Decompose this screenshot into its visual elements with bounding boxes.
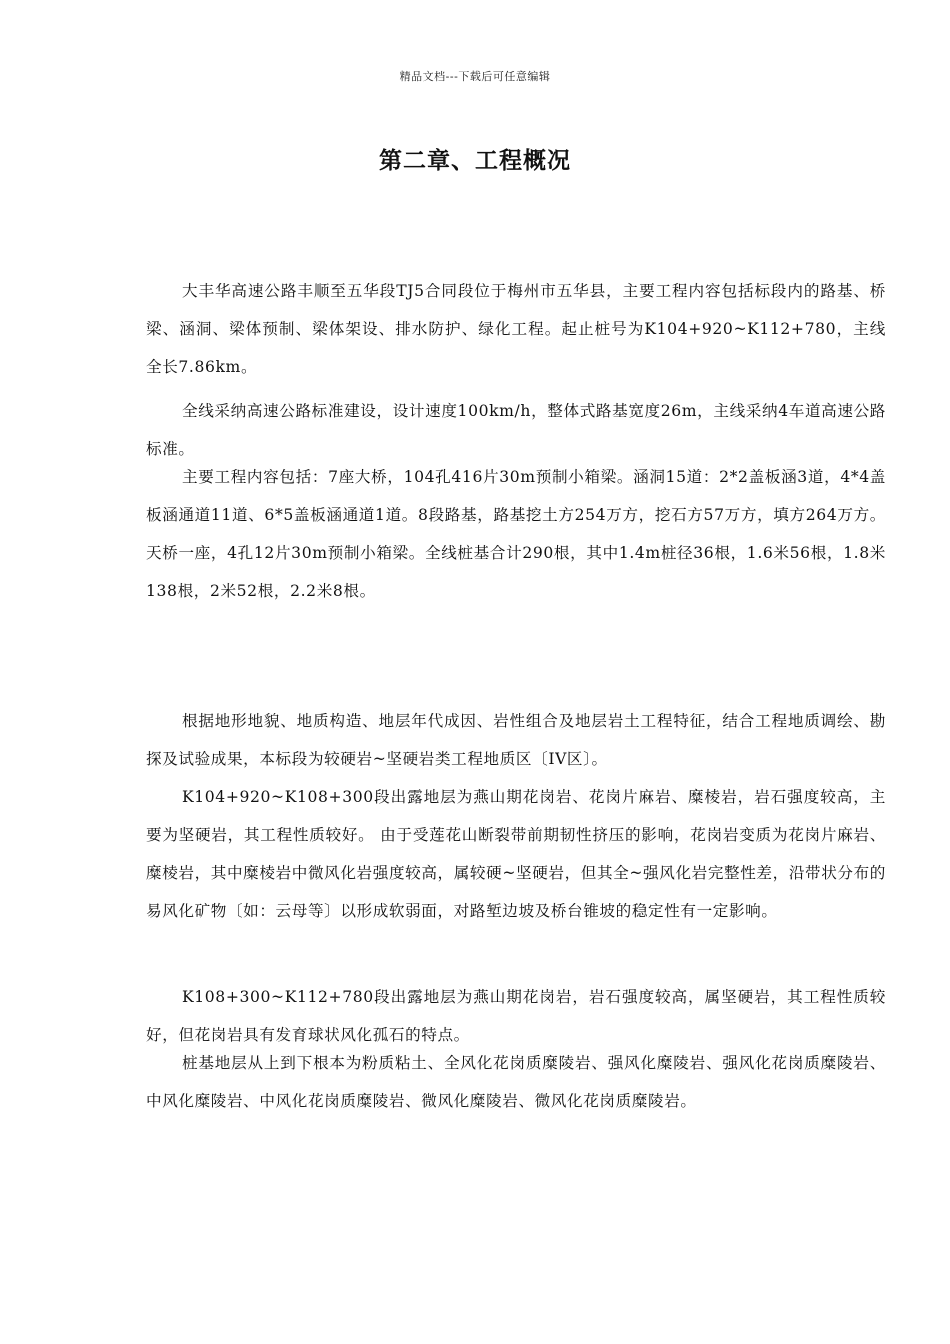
paragraph-pile-strata: 桩基地层从上到下根本为粉质粘土、全风化花岗质糜陵岩、强风化糜陵岩、强风化花岗质糜陵岩、中风化糜陵岩、中风化花岗质糜陵岩、微风化糜陵岩、微风化花岗质糜陵岩。: [146, 1054, 886, 1110]
paragraph-geology-zone: 根据地形地貌、地质构造、地层年代成因、岩性组合及地层岩土工程特征，结合工程地质调绘、勘探及试验成果，本标段为较硬岩~坚硬岩类工程地质区〔IV区〕。: [146, 712, 886, 768]
paragraph-geology-section-1: K104+920~K108+300段出露地层为燕山期花岗岩、花岗片麻岩、糜棱岩，岩石强度较高，主要为坚硬岩，其工程性质较好。 由于受莲花山断裂带前期韧性挤压的影响，花岗岩变质为花岗片麻岩、糜棱岩，其中糜棱岩中微风化岩强度较高，属较硬~坚硬岩，但其全~强风化岩完整性差，沿带状分布的易风化矿物〔如：云母等〕以形成软弱面，对路堑边坡及桥台锥坡的稳定性有一定影响。: [146, 788, 886, 920]
paragraph-project-location: 大丰华高速公路丰顺至五华段TJ5合同段位于梅州市五华县，主要工程内容包括标段内的路基、桥梁、涵洞、梁体预制、梁体架设、排水防护、绿化工程。起止桩号为K104+920~K112+780，主线全长7.86km。: [146, 282, 886, 376]
paragraph-design-standard: 全线采纳高速公路标准建设，设计速度100km/h，整体式路基宽度26m，主线采纳4车道高速公路标准。: [146, 402, 886, 458]
paragraph-main-works: 主要工程内容包括：7座大桥，104孔416片30m预制小箱梁。涵洞15道：2*2盖板涵3道，4*4盖板涵通道11道、6*5盖板涵通道1道。8段路基，路基挖土方254万方，挖石方57万方，填方264万方。天桥一座，4孔12片30m预制小箱梁。全线桩基合计290根，其中1.4m桩径36根，1.6米56根，1.8米138根，2米52根，2.2米8根。: [146, 468, 886, 600]
page-header: 精品文档---下载后可任意编辑: [399, 70, 551, 83]
chapter-title: 第二章、工程概况: [379, 147, 571, 174]
paragraph-geology-section-2: K108+300~K112+780段出露地层为燕山期花岗岩，岩石强度较高，属坚硬岩，其工程性质较好，但花岗岩具有发育球状风化孤石的特点。: [146, 988, 886, 1044]
